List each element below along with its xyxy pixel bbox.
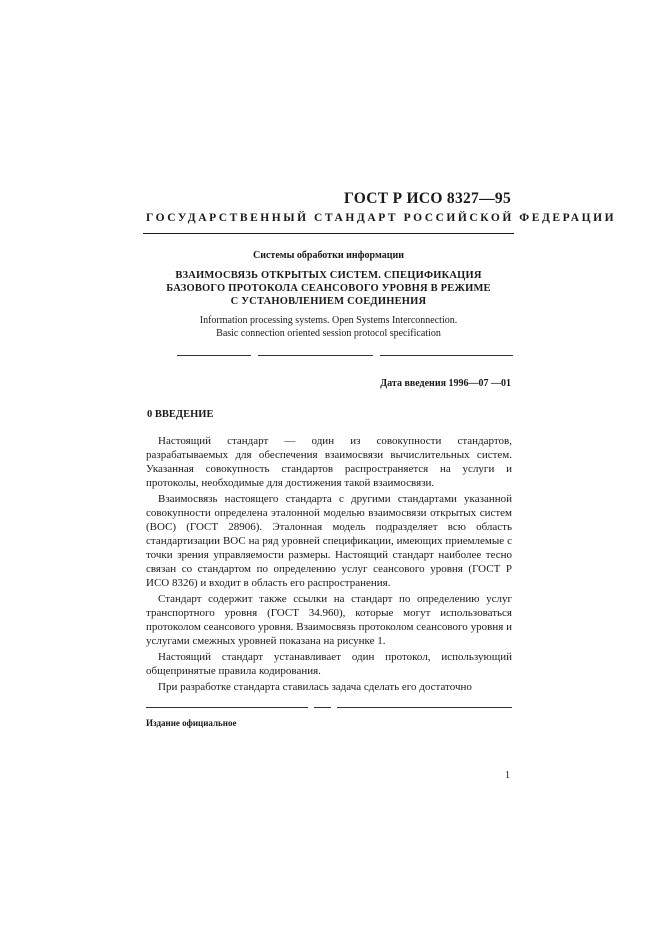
introduction-date: Дата введения 1996—07 —01 — [380, 378, 511, 389]
footer-divider-segment — [146, 707, 308, 708]
paragraph: Настоящий стандарт устанавливает один протокол, использующий общепринятые правила кодирования. — [146, 651, 512, 677]
title-divider-segment — [177, 355, 251, 356]
title-divider-segment — [380, 355, 513, 356]
edition-note: Издание официальное — [146, 718, 237, 728]
subject-line: Системы обработки информации — [252, 250, 404, 261]
state-standard-header: ГОСУДАРСТВЕННЫЙ СТАНДАРТ РОССИЙСКОЙ ФЕДЕРАЦИИ — [146, 212, 617, 224]
title-divider-segment — [258, 355, 373, 356]
title-english — [143, 314, 514, 340]
paragraph: При разработке стандарта ставилась задача сделать его достаточно — [158, 681, 472, 693]
page-number: 1 — [505, 770, 510, 781]
title-english-line: Information processing systems. Open Systems Interconnection. — [199, 315, 458, 326]
paragraph: Настоящий стандарт — один из совокупности стандартов, разрабатываемых для обеспечения взаимосвязи вычислительных систем. Указанная совокупность стандартов распространяется на услуги и протоколы, необходимые для достижения такой взаимосвязи. — [146, 435, 512, 489]
body-text — [146, 434, 512, 696]
footer-divider-segment — [314, 707, 331, 708]
title-russian — [143, 269, 514, 308]
paragraph: Взаимосвязь настоящего стандарта с другими стандартами указанной совокупности определена эталонной моделью взаимосвязи открытых систем (ВОС) (ГОСТ 28906). Эталонная модель подразделяет всю область стандартизации ВОС на ряд уровней спецификации, имеющих приемлемые с точки зрения управляемости размеры. Настоящий стандарт наиболее тесно связан со стандартом по определению услуг сеансового уровня (ГОСТ Р ИСО 8326) и входит в область его распространения. — [146, 493, 512, 589]
document-number: ГОСТ Р ИСО 8327—95 — [343, 190, 511, 207]
title-russian-line: С УСТАНОВЛЕНИЕМ СОЕДИНЕНИЯ — [230, 296, 427, 307]
section-heading: 0 ВВЕДЕНИЕ — [147, 409, 214, 420]
header-divider — [143, 233, 514, 234]
title-english-line: Basic connection oriented session protocol specification — [216, 328, 441, 339]
paragraph: Стандарт содержит также ссылки на стандарт по определению услуг транспортного уровня (ГОСТ 34.960), которые могут использоваться протоколом сеансового уровня. Взаимосвязь протоколом сеансового уровня и услугами смежных уровней показана на рисунке 1. — [146, 593, 512, 647]
footer-divider-segment — [337, 707, 512, 708]
title-russian-line: БАЗОВОГО ПРОТОКОЛА СЕАНСОВОГО УРОВНЯ В РЕЖИМЕ — [166, 283, 491, 294]
title-russian-line: ВЗАИМОСВЯЗЬ ОТКРЫТЫХ СИСТЕМ. СПЕЦИФИКАЦИЯ — [175, 270, 482, 281]
